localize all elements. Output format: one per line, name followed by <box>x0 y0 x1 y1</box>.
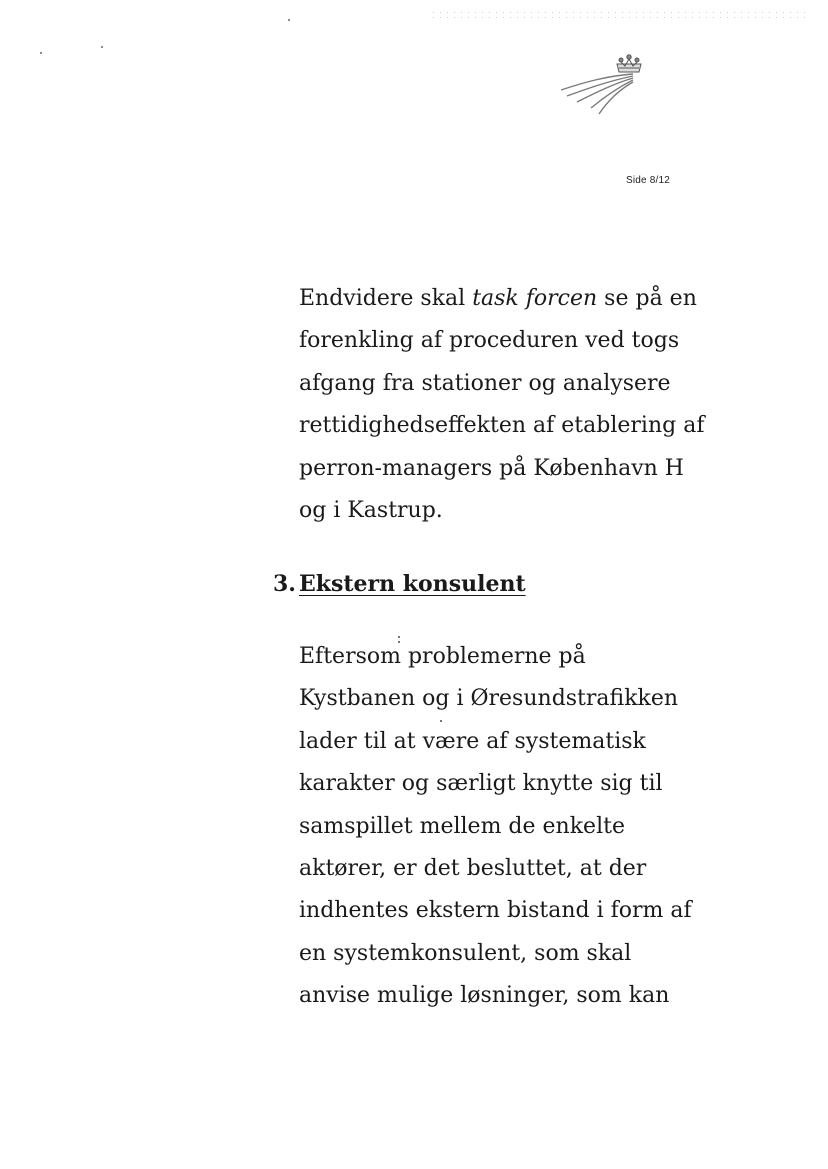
paragraph-line: aktører, er det besluttet, at der <box>299 856 647 882</box>
crown-and-rail-logo <box>555 48 655 116</box>
paragraph-line: en systemkonsulent, som skal <box>299 940 632 966</box>
paragraph-line: samspillet mellem de enkelte <box>299 813 625 839</box>
scan-speck <box>40 52 42 54</box>
section-heading <box>273 564 526 604</box>
paragraph-line: og i Kastrup. <box>299 498 443 524</box>
paragraph-line: forenkling af proceduren ved togs <box>299 328 680 354</box>
scan-speck <box>288 19 290 21</box>
paragraph-line: rettidighedseffekten af etablering af <box>299 413 705 439</box>
paragraph-line: afgang fra stationer og analysere <box>299 370 671 396</box>
paragraph-line: anvise mulige løsninger, som kan <box>299 983 670 1009</box>
scan-noise <box>430 10 810 18</box>
section-number: 3. <box>273 571 296 597</box>
scan-speck <box>101 46 103 48</box>
paragraph-line: perron-managers på København H <box>299 455 684 481</box>
paragraph-line: indhentes ekstern bistand i form af <box>299 898 692 924</box>
paragraph-line: karakter og særligt knytte sig til <box>299 771 663 797</box>
paragraph-2 <box>299 636 719 1018</box>
paragraph-line: Endvidere skal task forcen se på en <box>299 286 697 311</box>
paragraph-line: Kystbanen og i Øresundstrafikken <box>299 686 679 712</box>
page-number: Side 8/12 <box>626 175 671 186</box>
italic-term: task forcen <box>472 286 598 311</box>
paragraph-1 <box>299 278 719 532</box>
paragraph-line: lader til at være af systematisk <box>299 728 646 754</box>
section-title: Ekstern konsulent <box>299 571 526 597</box>
paragraph-line: Eftersom problemerne på <box>299 644 586 669</box>
